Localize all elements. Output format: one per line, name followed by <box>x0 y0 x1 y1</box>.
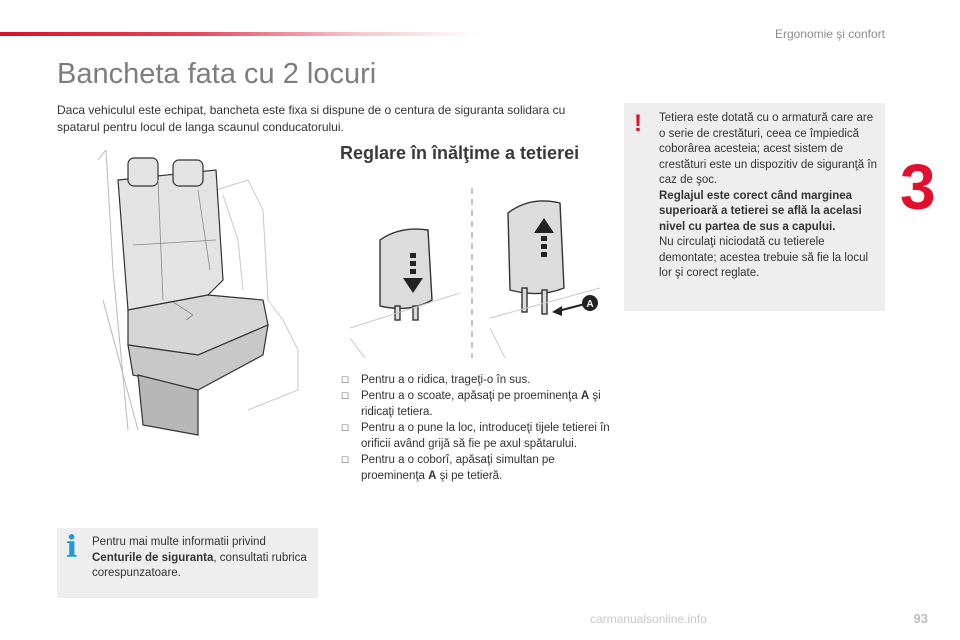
subsection-title: Reglare în înălţime a tetierei <box>340 143 580 163</box>
checkbox-bullet-icon: ☐ <box>341 391 350 401</box>
instruction-item: ☐ Pentru a o coborî, apăsaţi simultan pe proeminenţa A şi pe tetieră. <box>341 454 555 482</box>
headrest-illustration <box>340 188 605 358</box>
exclamation-icon: ! <box>634 110 642 137</box>
page-number: 93 <box>913 611 928 626</box>
instruction-item: ☐ Pentru a o scoate, apăsaţi pe proeminenţa A şi ridicaţi tetiera. <box>341 390 601 418</box>
info-box <box>57 528 318 598</box>
page-title: Bancheta fata cu 2 locuri <box>57 58 377 90</box>
warning-text: Tetiera este dotată cu o armatură care are o serie de crestături, ceea ce împiedică coborârea acesteia; acest sistem de crestături este un dispozitiv de siguranţă în caz de şoc. Reglajul este corect când marginea superioară a tetierei se află la acelasi nivel cu partea de sus a capului. Nu circulaţi niciodată cu tetierele demontate; acestea trebuie să fie la locul lor şi corect reglate. <box>659 112 877 279</box>
info-icon: i <box>66 530 78 565</box>
header-accent-bar <box>0 32 480 36</box>
warning-box <box>624 103 885 311</box>
callout-label-a: A <box>586 299 594 310</box>
instruction-item: ☐ Pentru a o ridica, trageţi-o în sus. <box>341 374 531 386</box>
checkbox-bullet-icon: ☐ <box>341 455 350 465</box>
instruction-list <box>341 372 611 484</box>
instruction-item: ☐ Pentru a o pune la loc, introduceţi tijele tetierei în orificii având grijă să fie pe axul spătarului. <box>341 422 610 450</box>
watermark: carmanualsonline.info <box>590 612 707 626</box>
chapter-number: 3 <box>900 151 936 223</box>
checkbox-bullet-icon: ☐ <box>341 423 350 433</box>
section-title: Ergonomie şi confort <box>774 27 885 41</box>
bench-seat-illustration <box>98 150 308 440</box>
checkbox-bullet-icon: ☐ <box>341 375 350 385</box>
info-text: Pentru mai multe informatii privind Centurile de siguranta, consultati rubrica corespunzatoare. <box>92 536 307 579</box>
intro-paragraph: Daca vehiculul este echipat, bancheta este fixa si dispune de o centura de siguranta solidara cu spatarul pentru locul de langa scaunul conducatorului. <box>57 103 566 134</box>
